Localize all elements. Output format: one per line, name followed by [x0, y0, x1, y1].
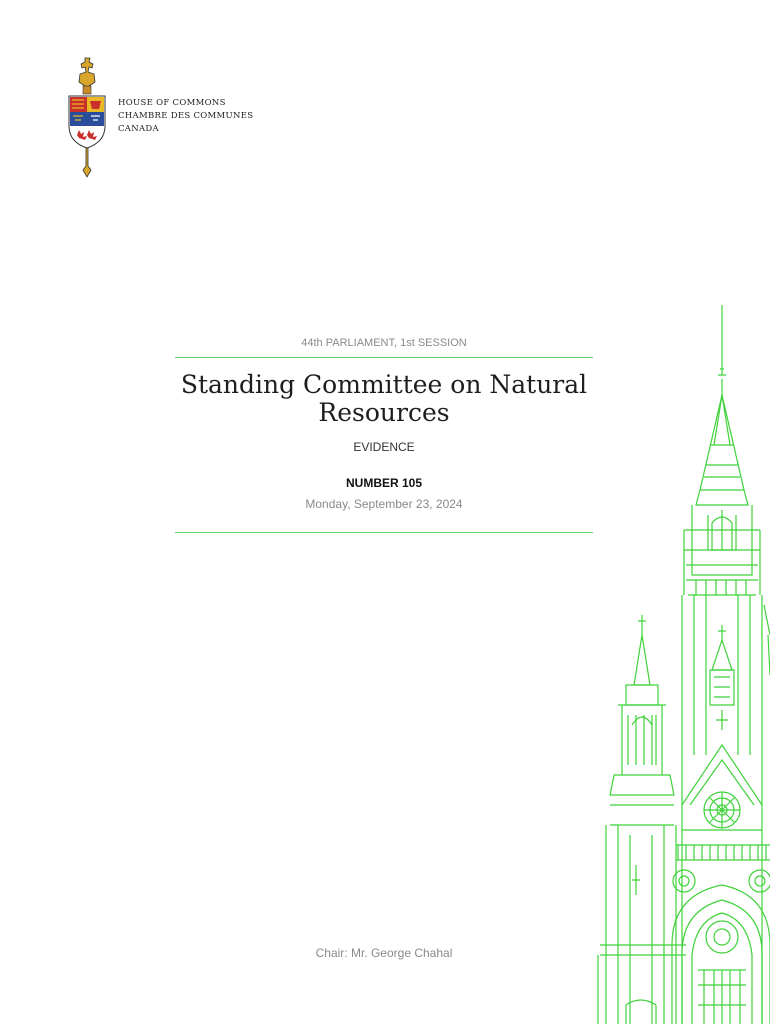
parliament-session: 44th PARLIAMENT, 1st SESSION	[301, 337, 467, 349]
committee-chair: Chair: Mr. George Chahal	[315, 946, 453, 960]
house-of-commons-crest-icon	[64, 56, 114, 178]
logo-wordmark	[118, 97, 253, 136]
top-divider	[175, 357, 593, 358]
committee-title: Standing Committee on Natural Resources	[180, 370, 588, 427]
logo-line-chambre: CHAMBRE DES COMMUNES	[118, 111, 254, 121]
meeting-date: Monday, September 23, 2024	[305, 497, 463, 511]
peace-tower-illustration	[596, 305, 770, 1024]
logo-line-canada: CANADA	[118, 124, 159, 134]
evidence-label: EVIDENCE	[353, 440, 415, 454]
house-of-commons-logo	[64, 56, 254, 178]
logo-line-house: HOUSE OF COMMONS	[118, 98, 226, 108]
bottom-divider	[175, 532, 593, 533]
meeting-number: NUMBER 105	[345, 476, 423, 490]
